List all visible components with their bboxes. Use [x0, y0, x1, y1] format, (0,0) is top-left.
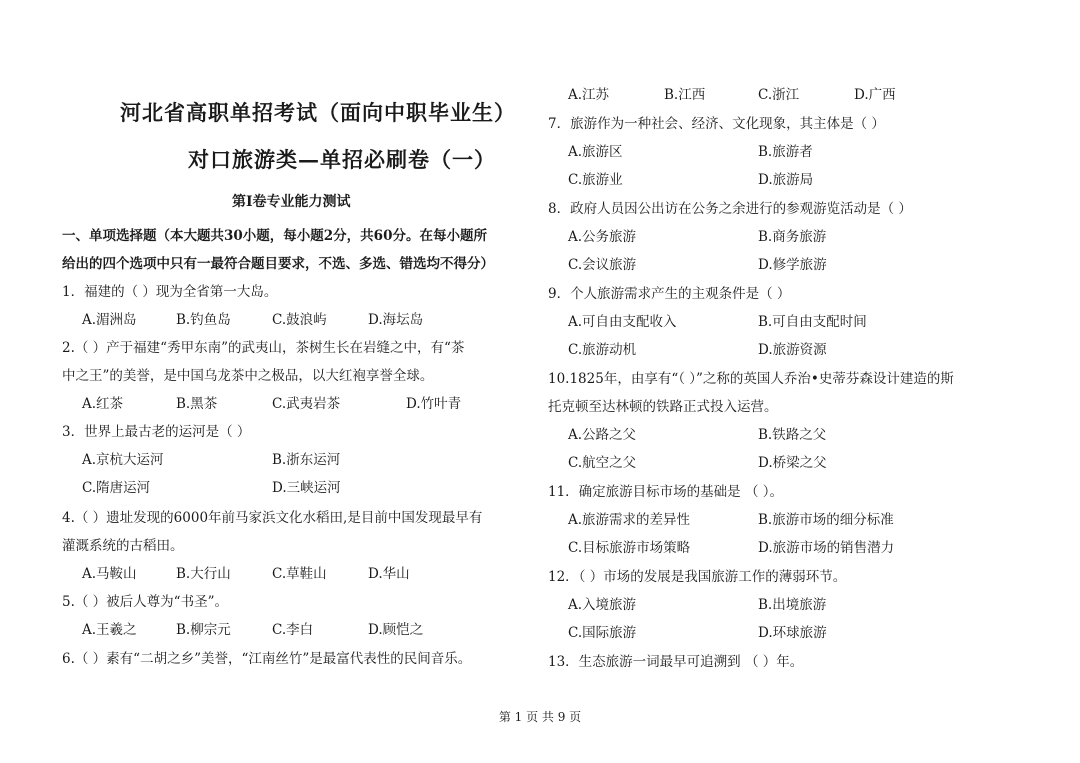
option: C.李白 [272, 622, 314, 638]
option: C.草鞋山 [272, 566, 327, 582]
option: A.公务旅游 [568, 229, 637, 245]
option: C.浙江 [758, 87, 800, 103]
option: C.武夷岩茶 [272, 396, 341, 412]
option: D.竹叶青 [406, 396, 462, 412]
option: C.旅游业 [568, 172, 623, 188]
part-title: 第Ⅰ卷专业能力测试 [232, 194, 351, 210]
option: A.京杭大运河 [82, 452, 164, 468]
option: C.目标旅游市场策略 [568, 540, 691, 556]
question-stem: 12．（ ）市场的发展是我国旅游工作的薄弱环节。 [548, 569, 847, 585]
option: B.黑茶 [176, 396, 218, 412]
option: B.钓鱼岛 [176, 312, 231, 328]
option: D.顾恺之 [368, 622, 424, 638]
option: B.商务旅游 [758, 229, 827, 245]
option: C.隋唐运河 [82, 480, 151, 496]
option: B.旅游者 [758, 144, 813, 160]
question-stem: 4.（ ）遗址发现的6000年前马家浜文化水稻田,是目前中国发现最早有 [62, 510, 483, 526]
question-stem: 中之王”的美誉，是中国乌龙茶中之极品，以大红袍享誉全球。 [62, 368, 434, 384]
option: D.桥梁之父 [758, 455, 827, 471]
option: C.旅游动机 [568, 342, 637, 358]
page-footer: 第 1 页 共 9 页 [498, 710, 582, 724]
question-stem: 9．个人旅游需求产生的主观条件是（ ） [548, 286, 791, 302]
question-stem: 7．旅游作为一种社会、经济、文化现象，其主体是（ ） [548, 116, 885, 132]
question-stem: 11．确定旅游目标市场的基础是 （ ）。 [548, 484, 784, 500]
question-stem: 6.（ ）素有“二胡之乡”美誉，“江南丝竹”是最富代表性的民间音乐。 [62, 651, 472, 667]
exam-subtitle: 对口旅游类—单招必刷卷（一） [188, 147, 496, 172]
option: B.可自由支配时间 [758, 314, 867, 330]
option: A.旅游需求的差异性 [568, 512, 691, 528]
option: C.鼓浪屿 [272, 312, 327, 328]
option: A.公路之父 [568, 427, 637, 443]
question-stem: 5.（ ）被后人尊为“书圣”。 [62, 594, 228, 610]
section-heading-line2: 给出的四个选项中只有一最符合题目要求，不选、多选、错选均不得分） [62, 256, 494, 272]
option: A.江苏 [568, 87, 610, 103]
option: D.旅游市场的销售潜力 [758, 540, 895, 556]
option: D.旅游局 [758, 172, 814, 188]
question-stem: 3．世界上最古老的运河是（ ） [62, 424, 251, 440]
option: D.修学旅游 [758, 257, 827, 273]
question-stem: 1．福建的（ ）现为全省第一大岛。 [62, 284, 278, 300]
option: B.柳宗元 [176, 622, 231, 638]
question-stem: 10.1825年，由享有“（ ）”之称的英国人乔治•史蒂芬森设计建造的斯 [548, 371, 954, 387]
option: D.华山 [368, 566, 410, 582]
option: C.会议旅游 [568, 257, 637, 273]
option: A.王羲之 [82, 622, 137, 638]
section-heading-line1: 一、单项选择题（本大题共30小题，每小题2分，共60分。在每小题所 [62, 228, 487, 244]
question-stem: 2.（ ）产于福建“秀甲东南”的武夷山，茶树生长在岩缝之中，有“茶 [62, 340, 465, 356]
option: B.出境旅游 [758, 597, 827, 613]
option: B.铁路之父 [758, 427, 827, 443]
option: A.旅游区 [568, 144, 623, 160]
question-stem: 托克顿至达林顿的铁路正式投入运营。 [548, 399, 778, 415]
option: B.旅游市场的细分标准 [758, 512, 894, 528]
option: A.湄洲岛 [82, 312, 137, 328]
option: B.大行山 [176, 566, 231, 582]
option: A.可自由支配收入 [568, 314, 677, 330]
question-stem: 8．政府人员因公出访在公务之余进行的参观游览活动是（ ） [548, 201, 912, 217]
option: D.广西 [854, 87, 896, 103]
option: A.入境旅游 [568, 597, 637, 613]
option: A.红茶 [82, 396, 124, 412]
question-stem: 灌溉系统的古稻田。 [62, 538, 184, 554]
option: D.三峡运河 [272, 480, 341, 496]
option: D.海坛岛 [368, 312, 424, 328]
option: D.旅游资源 [758, 342, 827, 358]
option: C.航空之父 [568, 455, 637, 471]
option: B.浙东运河 [272, 452, 341, 468]
exam-title: 河北省高职单招考试（面向中职毕业生） [120, 100, 516, 125]
option: A.马鞍山 [82, 566, 137, 582]
option: B.江西 [664, 87, 706, 103]
option: D.环球旅游 [758, 625, 827, 641]
option: C.国际旅游 [568, 625, 637, 641]
question-stem: 13．生态旅游一词最早可追溯到 （ ）年。 [548, 654, 804, 670]
